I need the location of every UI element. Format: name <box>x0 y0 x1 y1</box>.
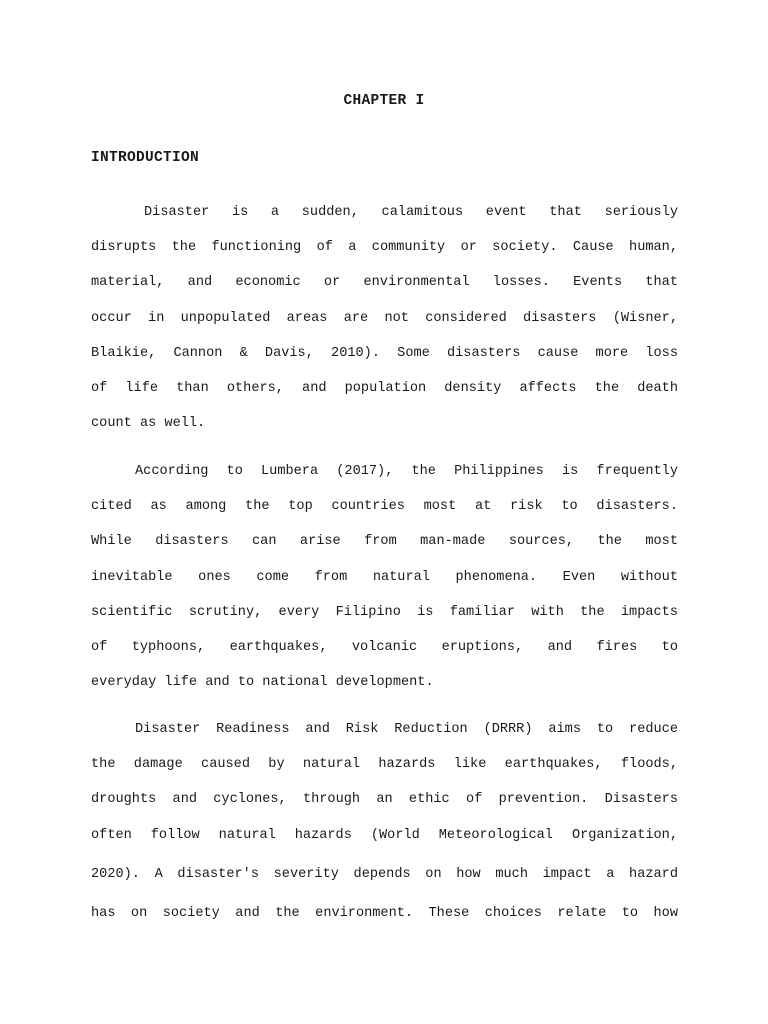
paragraph-line: occur in unpopulated areas are not considered disasters (Wisner, <box>91 310 678 326</box>
paragraph-3 <box>91 712 678 931</box>
paragraph-line: While disasters can arise from man-made sources, the most <box>91 534 678 550</box>
paragraph-line: of typhoons, earthquakes, volcanic eruptions, and fires to <box>91 639 678 655</box>
paragraph-line: Disaster is a sudden, calamitous event that seriously <box>144 205 678 220</box>
paragraph-line: everyday life and to national development. <box>91 675 434 691</box>
chapter-title: CHAPTER I <box>343 93 425 109</box>
paragraph-line: scientific scrutiny, every Filipino is familiar with the impacts <box>91 604 678 620</box>
paragraph-line: the damage caused by natural hazards like earthquakes, floods, <box>91 757 678 773</box>
paragraph-line: 2020). A disaster's severity depends on how much impact a hazard <box>91 866 678 882</box>
paragraph-line: inevitable ones come from natural phenomena. Even without <box>91 569 678 585</box>
paragraph-line: of life than others, and population density affects the death <box>91 380 678 396</box>
paragraph-line: Disaster Readiness and Risk Reduction (DRRR) aims to reduce <box>135 722 678 737</box>
paragraph-line: According to Lumbera (2017), the Philippines is frequently <box>135 464 678 479</box>
paragraph-line: has on society and the environment. These choices relate to how <box>91 905 678 921</box>
paragraph-line: droughts and cyclones, through an ethic of prevention. Disasters <box>91 792 678 808</box>
paragraph-1 <box>91 195 678 441</box>
paragraph-line: material, and economic or environmental losses. Events that <box>91 275 678 291</box>
paragraph-line: cited as among the top countries most at risk to disasters. <box>91 499 678 515</box>
paragraph-line: often follow natural hazards (World Meteorological Organization, <box>91 827 678 843</box>
paragraph-line: count as well. <box>91 416 206 432</box>
paragraph-line: Blaikie, Cannon & Davis, 2010). Some disasters cause more loss <box>91 345 678 361</box>
paragraph-2 <box>91 454 678 700</box>
section-heading: INTRODUCTION <box>91 150 200 166</box>
paragraph-line: disrupts the functioning of a community or society. Cause human, <box>91 240 678 256</box>
